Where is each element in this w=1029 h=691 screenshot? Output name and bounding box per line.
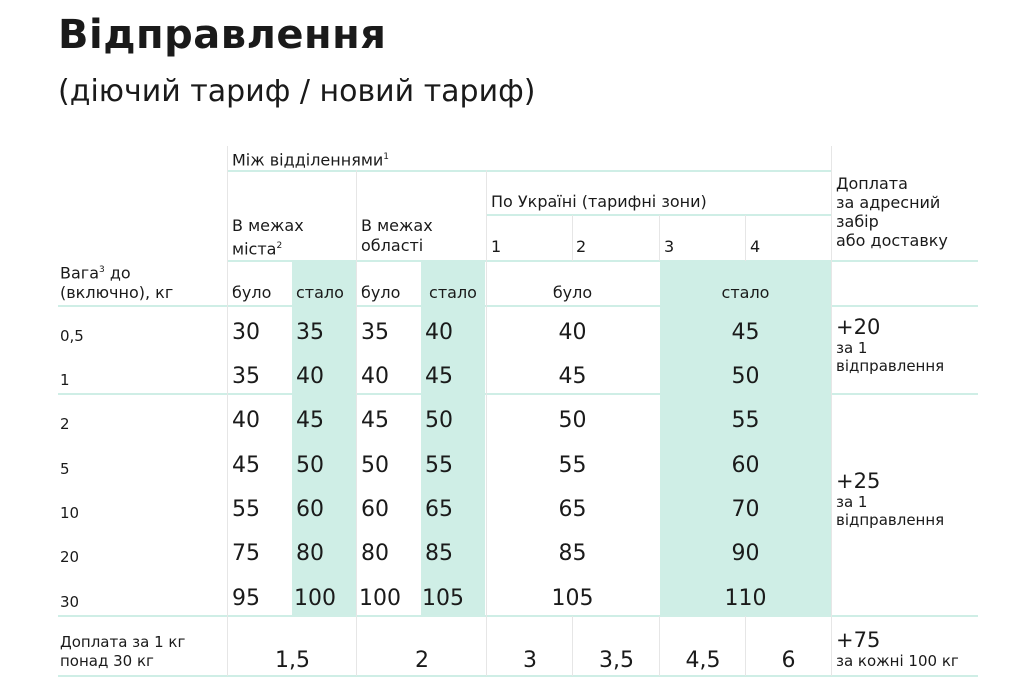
city-now-cell: 60 bbox=[296, 497, 324, 522]
ukraine-now-cell: 90 bbox=[731, 541, 760, 566]
ukraine-was-cell: 50 bbox=[558, 408, 587, 433]
ukraine-was-cell: 40 bbox=[558, 320, 587, 345]
footer-city: 1,5 bbox=[275, 648, 310, 673]
region-now-cell: 65 bbox=[425, 497, 453, 522]
ukraine-was-cell: 55 bbox=[558, 453, 587, 478]
ukraine-now-cell: 110 bbox=[724, 586, 767, 611]
weight-header: Вага$^3$ до (включно), кг bbox=[60, 263, 174, 303]
city-was-cell: 95 bbox=[232, 586, 260, 611]
footer-zone-1: 3 bbox=[523, 648, 537, 673]
weight-cell: 30 bbox=[60, 593, 80, 611]
city-now-cell: 40 bbox=[296, 364, 324, 389]
city-now-cell: 35 bbox=[296, 320, 324, 345]
region-was-cell: 80 bbox=[361, 541, 389, 566]
weight-cell: 0,5 bbox=[60, 327, 84, 345]
city-was-cell: 75 bbox=[232, 541, 260, 566]
ukraine-zones-header: По Україні (тарифні зони) bbox=[491, 192, 707, 211]
ukraine-was-cell: 85 bbox=[558, 541, 587, 566]
weight-cell: 2 bbox=[60, 415, 70, 433]
ukraine-now-cell: 60 bbox=[731, 453, 760, 478]
region-was-cell: 60 bbox=[361, 497, 389, 522]
region-was-cell: 50 bbox=[361, 453, 389, 478]
ukraine-was-cell: 105 bbox=[551, 586, 594, 611]
region-was-cell: 100 bbox=[359, 586, 401, 611]
city-was-label: було bbox=[232, 283, 272, 302]
region-header: В межах області bbox=[361, 216, 433, 255]
weight-cell: 5 bbox=[60, 460, 70, 478]
city-now-cell: 45 bbox=[296, 408, 324, 433]
ukraine-now-cell: 55 bbox=[731, 408, 760, 433]
region-now-cell: 50 bbox=[425, 408, 453, 433]
city-was-cell: 55 bbox=[232, 497, 260, 522]
region-now-label: стало bbox=[429, 283, 477, 302]
city-was-cell: 35 bbox=[232, 364, 260, 389]
city-header: В межах міста$^2$ bbox=[232, 216, 304, 259]
region-was-cell: 45 bbox=[361, 408, 389, 433]
ukraine-now-label: стало bbox=[721, 283, 770, 302]
region-now-cell: 40 bbox=[425, 320, 453, 345]
zone-1-header: 1 bbox=[491, 237, 502, 256]
ukraine-now-cell: 70 bbox=[731, 497, 760, 522]
region-was-cell: 40 bbox=[361, 364, 389, 389]
surcharge-group-1: +20 за 1 відправлення bbox=[836, 315, 945, 375]
city-now-cell: 100 bbox=[294, 586, 336, 611]
address-surcharge-header: Доплата за адресний забір або доставку bbox=[836, 174, 948, 250]
region-now-cell: 105 bbox=[422, 586, 464, 611]
zone-4-header: 4 bbox=[750, 237, 761, 256]
region-was-label: було bbox=[361, 283, 401, 302]
ukraine-now-cell: 45 bbox=[731, 320, 760, 345]
city-was-cell: 40 bbox=[232, 408, 260, 433]
footer-zone-2: 3,5 bbox=[599, 648, 634, 673]
region-now-cell: 45 bbox=[425, 364, 453, 389]
zone-2-header: 2 bbox=[576, 237, 587, 256]
region-now-cell: 55 bbox=[425, 453, 453, 478]
ukraine-was-cell: 45 bbox=[558, 364, 587, 389]
ukraine-was-cell: 65 bbox=[558, 497, 587, 522]
city-was-cell: 45 bbox=[232, 453, 260, 478]
page-subtitle: (діючий тариф / новий тариф) bbox=[58, 74, 536, 109]
region-was-cell: 35 bbox=[361, 320, 389, 345]
weight-cell: 10 bbox=[60, 504, 80, 522]
city-was-cell: 30 bbox=[232, 320, 260, 345]
footer-label: Доплата за 1 кг понад 30 кг bbox=[60, 633, 186, 670]
surcharge-group-2: +25 за 1 відправлення bbox=[836, 469, 945, 529]
city-now-label: стало bbox=[296, 283, 344, 302]
ukraine-now-cell: 50 bbox=[731, 364, 760, 389]
footer-zone-4: 6 bbox=[781, 648, 796, 673]
footer-region: 2 bbox=[415, 648, 429, 673]
between-branches-header: Між відділеннями$^1$ bbox=[232, 150, 390, 170]
region-now-cell: 85 bbox=[425, 541, 453, 566]
page-title: Відправлення bbox=[58, 12, 387, 58]
city-now-cell: 80 bbox=[296, 541, 324, 566]
weight-cell: 20 bbox=[60, 548, 80, 566]
ukraine-was-label: було bbox=[552, 283, 593, 302]
zone-3-header: 3 bbox=[664, 237, 675, 256]
footer-zone-3: 4,5 bbox=[685, 648, 721, 673]
city-now-cell: 50 bbox=[296, 453, 324, 478]
weight-cell: 1 bbox=[60, 371, 70, 389]
footer-surcharge: +75 за кожні 100 кг bbox=[836, 628, 959, 670]
